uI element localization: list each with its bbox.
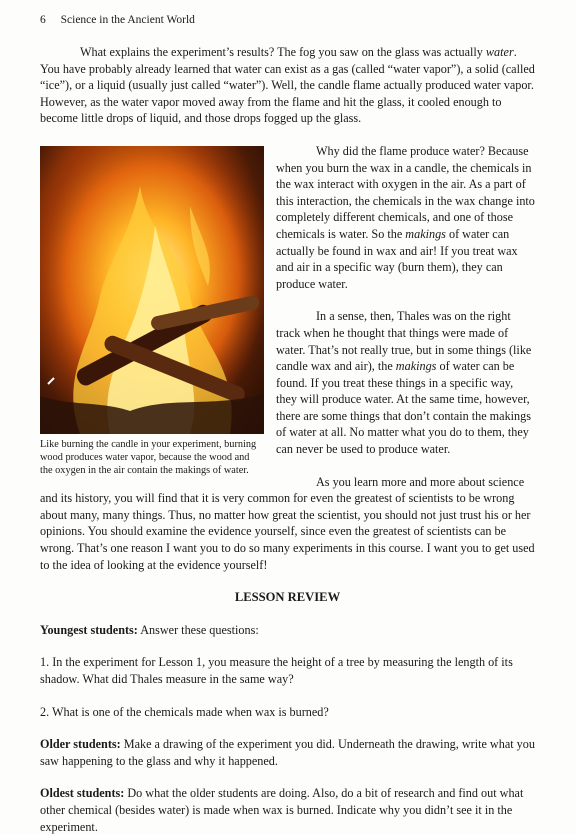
youngest-text: Answer these questions: <box>137 622 259 637</box>
para2-text-b: of water can actually be found in wax and air! If you treat wax and air in a specific way (burn them), they can produce water. <box>276 226 518 291</box>
para3-text-a: In a sense, then, Thales was on the right track when he thought that things were made of water. That’s not really true, but in some things (like candle wax and air), the <box>276 309 532 374</box>
para2-emphasis: makings <box>405 226 446 241</box>
para3-emphasis: makings <box>395 359 437 374</box>
book-title: Science in the Ancient World <box>60 14 195 26</box>
paragraph-4: As you learn more and more about science and its history, you will find that it is very common for even the greatest of scientists to be wrong about many, many things. Thus, no matter how great the scientist, you should not just trust his or her opinions. You should examine the evidence yourself, since even the greatest of scientists can be wrong. That’s one reason I want you to do so many experiments in this course. I want you to get used to the idea of looking at the evidence yourself! <box>40 474 535 572</box>
question-1: 1. In the experiment for Lesson 1, you measure the height of a tree by measuring the length of its shadow. What did Thales measure in the same way? <box>40 655 513 686</box>
campfire-photo <box>40 146 264 434</box>
older-label: Older students: <box>40 737 121 752</box>
page-number: 6 <box>40 14 46 26</box>
oldest-label: Oldest students: <box>40 786 125 801</box>
lesson-review-title: LESSON REVIEW <box>234 590 341 605</box>
paragraph-1 <box>40 44 535 127</box>
youngest-instructions <box>40 622 535 639</box>
older-text: Make a drawing of the experiment you did. Underneath the drawing, write what you saw happening to the glass and why it happened. <box>40 737 535 768</box>
page-body <box>40 44 535 835</box>
para2-text-a: Why did the flame produce water? Because when you burn the wax in a candle, the chemicals in the wax interact with oxygen in the air. As a part of this interaction, the chemicals in the wax change into completely different chemicals, and one of those chemicals is water. So the <box>276 143 535 241</box>
oldest-instructions <box>40 785 535 835</box>
figure <box>40 146 264 477</box>
youngest-label: Youngest students: <box>40 622 138 637</box>
fire-illustration <box>40 146 264 434</box>
page-header <box>40 14 195 26</box>
para1-emphasis: water <box>485 45 514 59</box>
para1-text-b: . You have probably already learned that water can exist as a gas (called “water vapor”), a solid (called “ice”), or a liquid (usually just called “water”). Well, the candle flame actually produced water vapor. However, as the water vapor moved away from the flame and hit the glass, it cooled enough to become little drops of liquid, and those drops fogged up the glass. <box>40 45 535 126</box>
oldest-text: Do what the older students are doing. Also, do a bit of research and find out what other chemical (besides water) is made when wax is burned. Indicate why you didn’t see it in the experiment. <box>40 786 524 834</box>
para3-text-b: of water can be found. If you treat these things in a specific way, they will produce water. At the same time, however, there are some things that don’t contain the makings of water at all. No matter what you do to them, they can never be used to produce water. <box>276 359 531 457</box>
question-2: 2. What is one of the chemicals made when wax is burned? <box>40 704 329 719</box>
figure-caption: Like burning the candle in your experiment, burning wood produces water vapor, because the wood and the oxygen in the air contain the makings of water. <box>40 438 257 476</box>
para1-text-a: What explains the experiment’s results? The fog you saw on the glass was actually <box>80 45 486 59</box>
older-instructions <box>40 736 535 769</box>
